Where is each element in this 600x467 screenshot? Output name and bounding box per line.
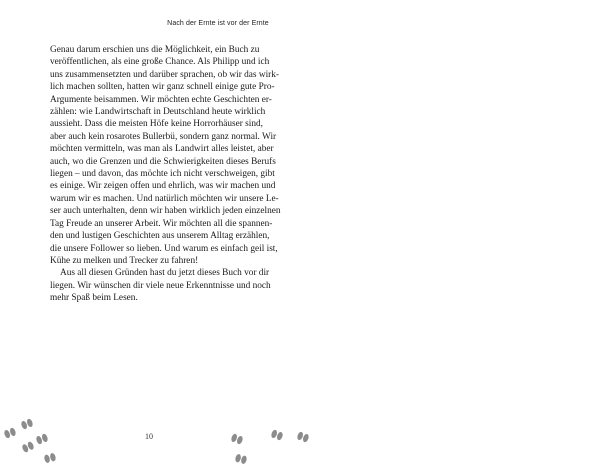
text-line: liegen – und davon, das möchte ich nicht verschweigen, gibt	[50, 169, 275, 180]
text-line: Tag Freude an unserer Arbeit. Wir möchten all die spannen-	[50, 218, 273, 229]
hoof-print-icon	[21, 441, 35, 453]
hoof-print-icon	[230, 433, 243, 445]
text-line: auch, wo die Grenzen und die Schwierigkeiten dieses Berufs	[50, 156, 276, 167]
hoof-print-icon	[20, 418, 33, 430]
paragraph	[50, 44, 281, 267]
hoof-print-icon	[235, 453, 248, 464]
running-header: Nach der Ernte ist vor der Ernte	[167, 20, 269, 27]
text-line: möchten vermitteln, was man als Landwirt alles leistet, aber	[50, 144, 274, 155]
hoof-print-icon	[44, 452, 57, 463]
hoof-print-icon	[296, 431, 309, 443]
text-line: veröffentlichen, als eine große Chance. Als Philipp und ich	[50, 57, 270, 68]
text-line: es einige. Wir zeigen offen und ehrlich, was wir machen und	[50, 181, 276, 192]
hoof-print-icon	[3, 427, 16, 439]
page-number: 10	[145, 432, 153, 441]
text-line: mehr Spaß beim Lesen.	[50, 293, 138, 304]
text-line: zählen: wie Landwirtschaft in Deutschland heute wirklich	[50, 107, 266, 118]
paragraph	[50, 267, 271, 304]
text-line: ser auch unterhalten, denn wir haben wirklich jeden einzelnen	[50, 206, 281, 217]
text-line: aussieht. Dass die meisten Höfe keine Horrorhäuser sind,	[50, 119, 263, 130]
text-line: Kühe zu melken und Trecker zu fahren!	[50, 255, 199, 266]
body-text	[50, 44, 281, 305]
hoof-print-trail-right	[225, 425, 315, 467]
hoof-print-icon	[270, 429, 283, 441]
text-line: Aus all diesen Gründen hast du jetzt dieses Buch vor dir	[60, 268, 270, 279]
text-line: lich machen sollten, hatten wir ganz schnell einige gute Pro-	[50, 82, 275, 93]
text-line: liegen. Wir wünschen dir viele neue Erkenntnisse und noch	[50, 280, 271, 291]
text-line: Genau darum erschien uns die Möglichkeit, ein Buch zu	[50, 45, 260, 55]
text-line: den und lustigen Geschichten aus unserem Alltag erzählen,	[50, 231, 270, 242]
text-line: Argumente beisammen. Wir möchten echte Geschichten er-	[50, 94, 272, 105]
text-line: warum wir es machen. Und natürlich möchten wir unsere Le-	[50, 193, 279, 204]
hoof-print-trail-left	[0, 415, 80, 467]
hoof-print-icon	[35, 433, 48, 445]
text-line: uns zusammensetzten und darüber sprachen, ob wir das wirk-	[50, 69, 279, 80]
text-line: die unsere Follower so lieben. Und warum es einfach geil ist,	[50, 243, 278, 254]
text-line: aber auch kein rosarotes Bullerbü, sondern ganz normal. Wir	[50, 131, 277, 142]
